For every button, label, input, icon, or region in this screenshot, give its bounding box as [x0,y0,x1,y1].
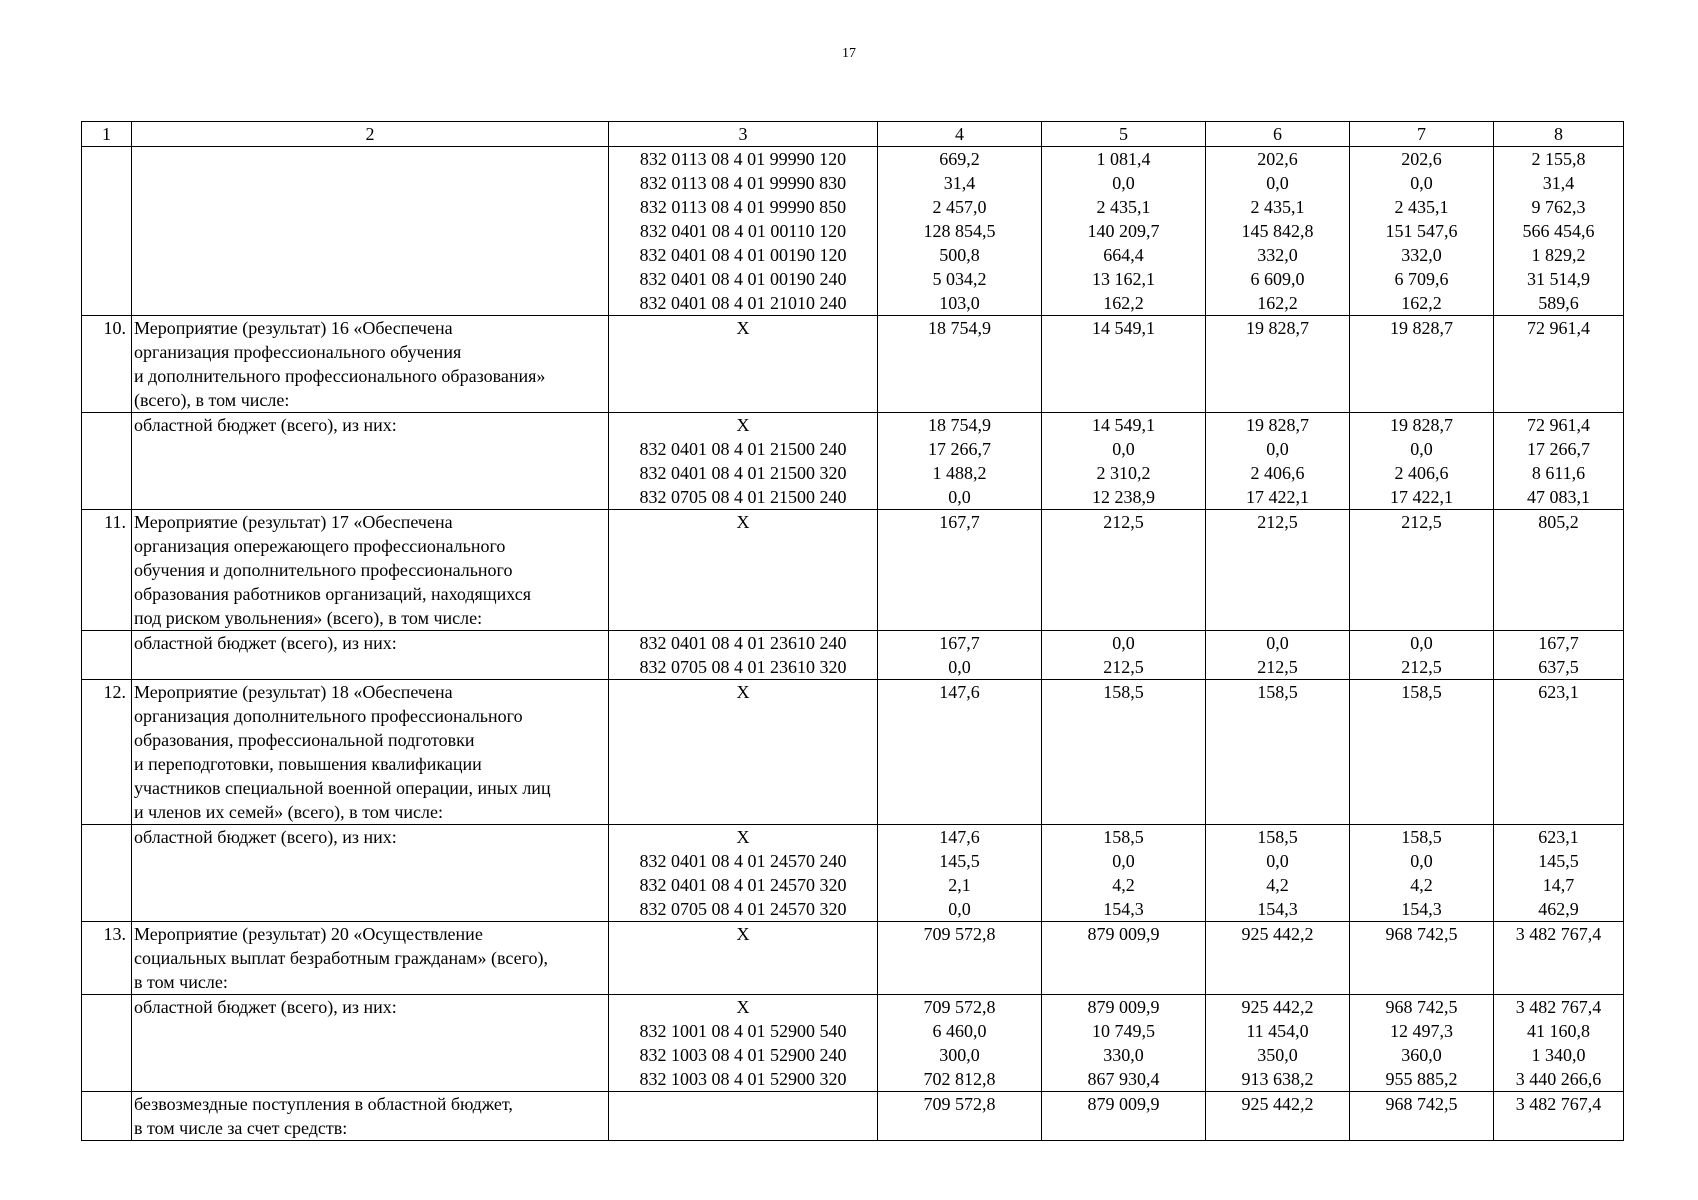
value-cell-col5 [1042,680,1206,825]
cell-line: 0,0 [1112,173,1135,193]
cell-line: 2 435,1 [1096,197,1151,217]
value-cell-col8 [1494,147,1624,316]
cell-line: 0,0 [948,657,971,677]
cell-line: 212,5 [1401,512,1442,532]
value-cell-col7 [1350,1092,1494,1141]
cell-line: 167,7 [939,633,980,653]
cell-line: 300,0 [939,1045,980,1065]
cell-line: 140 209,7 [1087,221,1160,241]
cell-line: 128 854,5 [923,221,996,241]
cell-line: 19 828,7 [1246,415,1309,435]
value-cell-col8 [1494,995,1624,1092]
cell-line: Мероприятие (результат) 17 «Обеспечена [134,512,453,532]
cell-line: 158,5 [1401,827,1442,847]
description-cell [132,995,609,1092]
budget-table [81,121,1624,1141]
cell-line: и членов их семей» (всего), в том числе: [134,802,443,822]
cell-line: 17 422,1 [1246,487,1309,507]
cell-line: (всего), в том числе: [134,390,290,410]
cell-line: 669,2 [939,149,980,169]
cell-line: 2 435,1 [1394,197,1449,217]
cell-line: 14 549,1 [1092,318,1155,338]
cell-line: 202,6 [1257,149,1298,169]
cell-line: 154,3 [1401,899,1442,919]
cell-line: 10 749,5 [1092,1021,1155,1041]
description-cell [132,147,609,316]
cell-line: 158,5 [1257,827,1298,847]
cell-line: 879 009,9 [1087,1094,1160,1114]
cell-line: 145 842,8 [1241,221,1314,241]
cell-line: 2 406,6 [1394,463,1449,483]
cell-line: 968 742,5 [1385,1094,1458,1114]
cell-line: под риском увольнения» (всего), в том числе: [134,608,483,628]
cell-line: 167,7 [939,512,980,532]
cell-line: 832 0401 08 4 01 00110 120 [639,221,847,241]
cell-line: 832 0401 08 4 01 21500 320 [639,463,847,483]
cell-line: 212,5 [1103,657,1144,677]
table-row [82,1092,1624,1141]
header-cell: 2 [132,122,609,147]
table-row [82,631,1624,680]
cell-line: 202,6 [1401,149,1442,169]
table-row [82,316,1624,413]
row-number-cell: 12. [82,680,132,825]
cell-line: 17 266,7 [1527,439,1590,459]
cell-line: 14,7 [1542,875,1575,895]
page-number: 17 [842,46,856,61]
cell-line: 5 034,2 [932,269,987,289]
cell-line: 2 310,2 [1096,463,1151,483]
cell-line: 0,0 [1410,633,1433,653]
cell-line: 0,0 [1266,439,1289,459]
cell-line: 147,6 [939,827,980,847]
header-cell: 4 [878,122,1042,147]
description-cell [132,413,609,510]
cell-line: 1 081,4 [1096,149,1151,169]
cell-line: 955 885,2 [1385,1069,1458,1089]
cell-line: 702 812,8 [923,1069,996,1089]
value-cell-col8 [1494,1092,1624,1141]
cell-line: организация опережающего профессионального [134,536,506,556]
value-cell-col6 [1206,147,1350,316]
cell-line: 968 742,5 [1385,997,1458,1017]
cell-line: 462,9 [1538,899,1579,919]
cell-line: 0,0 [1266,851,1289,871]
cell-line: 0,0 [1266,633,1289,653]
cell-line: Х [736,682,750,702]
cell-line: 19 828,7 [1390,318,1453,338]
cell-line: 47 083,1 [1527,487,1590,507]
value-cell-col8 [1494,825,1624,922]
cell-line: 0,0 [948,899,971,919]
value-cell-col5 [1042,147,1206,316]
cell-line: 925 442,2 [1241,924,1314,944]
value-cell-col6 [1206,413,1350,510]
cell-line: организация дополнительного профессионального [134,706,523,726]
cell-line: 72 961,4 [1527,415,1590,435]
cell-line: 158,5 [1103,682,1144,702]
cell-line: 0,0 [1112,851,1135,871]
description-cell [132,316,609,413]
cell-line: 925 442,2 [1241,1094,1314,1114]
value-cell-col6 [1206,1092,1350,1141]
cell-line: 805,2 [1538,512,1579,532]
value-cell-col4 [878,316,1042,413]
cell-line: 332,0 [1257,245,1298,265]
value-cell-col8 [1494,631,1624,680]
cell-line: в том числе за счет средств: [134,1118,348,1138]
cell-line: 6 709,6 [1394,269,1449,289]
value-cell-col6 [1206,995,1350,1092]
cell-line: 832 0113 08 4 01 99990 120 [639,149,847,169]
value-cell-col5 [1042,922,1206,995]
row-number-cell [82,995,132,1092]
value-cell-col5 [1042,316,1206,413]
cell-line: 2 406,6 [1250,463,1305,483]
value-cell-col7 [1350,922,1494,995]
cell-line: 832 0705 08 4 01 24570 320 [639,899,847,919]
cell-line: 1 829,2 [1531,245,1586,265]
value-cell-col7 [1350,413,1494,510]
cell-line: 4,2 [1410,875,1433,895]
description-cell [132,1092,609,1141]
cell-line: 212,5 [1257,512,1298,532]
cell-line: 968 742,5 [1385,924,1458,944]
cell-line: 350,0 [1257,1045,1298,1065]
cell-line: 1 488,2 [932,463,987,483]
budget-code-cell [609,413,878,510]
table-body [82,122,1624,1141]
cell-line: 832 1003 08 4 01 52900 240 [639,1045,847,1065]
value-cell-col5 [1042,1092,1206,1141]
cell-line: 158,5 [1103,827,1144,847]
cell-line: 832 0113 08 4 01 99990 830 [639,173,847,193]
header-cell: 5 [1042,122,1206,147]
cell-line: 31,4 [943,173,976,193]
cell-line: областной бюджет (всего), из них: [134,997,397,1017]
description-cell [132,631,609,680]
header-cell: 6 [1206,122,1350,147]
value-cell-col8 [1494,316,1624,413]
cell-line: 832 0401 08 4 01 21010 240 [639,293,847,313]
cell-line: 623,1 [1538,682,1579,702]
value-cell-col5 [1042,510,1206,631]
cell-line: 14 549,1 [1092,415,1155,435]
header-cell: 1 [82,122,132,147]
table-row [82,680,1624,825]
cell-line: 832 0401 08 4 01 21500 240 [639,439,847,459]
value-cell-col6 [1206,680,1350,825]
value-cell-col6 [1206,631,1350,680]
cell-line: 832 0113 08 4 01 99990 850 [639,197,847,217]
cell-line: и переподготовки, повышения квалификации [134,754,482,774]
value-cell-col6 [1206,510,1350,631]
cell-line: 879 009,9 [1087,924,1160,944]
table-row [82,825,1624,922]
value-cell-col4 [878,510,1042,631]
row-number-cell: 10. [82,316,132,413]
value-cell-col4 [878,1092,1042,1141]
cell-line: Х [736,318,750,338]
value-cell-col5 [1042,995,1206,1092]
value-cell-col7 [1350,631,1494,680]
cell-line: 832 1003 08 4 01 52900 320 [639,1069,847,1089]
value-cell-col4 [878,995,1042,1092]
cell-line: 6 460,0 [932,1021,987,1041]
budget-code-cell [609,631,878,680]
value-cell-col5 [1042,631,1206,680]
description-cell [132,922,609,995]
value-cell-col5 [1042,825,1206,922]
row-number-cell: 13. [82,922,132,995]
cell-line: 158,5 [1257,682,1298,702]
cell-line: 145,5 [939,851,980,871]
cell-line: 913 638,2 [1241,1069,1314,1089]
cell-line: 11 454,0 [1246,1021,1309,1041]
cell-line: 212,5 [1401,657,1442,677]
cell-line: участников специальной военной операции, иных лиц [134,778,551,798]
cell-line: 1 340,0 [1531,1045,1586,1065]
row-number-cell [82,413,132,510]
value-cell-col4 [878,922,1042,995]
cell-line: Мероприятие (результат) 16 «Обеспечена [134,318,453,338]
cell-line: безвозмездные поступления в областной бюджет, [134,1094,513,1114]
cell-line: образования, профессиональной подготовки [134,730,475,750]
value-cell-col7 [1350,147,1494,316]
value-cell-col7 [1350,825,1494,922]
cell-line: 0,0 [1410,439,1433,459]
cell-line: 709 572,8 [923,924,996,944]
cell-line: 154,3 [1257,899,1298,919]
table-row [82,995,1624,1092]
value-cell-col6 [1206,825,1350,922]
value-cell-col7 [1350,680,1494,825]
header-cell: 3 [609,122,878,147]
cell-line: 3 482 767,4 [1515,924,1602,944]
cell-line: 212,5 [1257,657,1298,677]
table-row [82,510,1624,631]
cell-line: 832 0401 08 4 01 00190 120 [639,245,847,265]
cell-line: 0,0 [1266,173,1289,193]
cell-line: 145,5 [1538,851,1579,871]
cell-line: 17 422,1 [1390,487,1453,507]
cell-line: 12 238,9 [1092,487,1155,507]
cell-line: 0,0 [948,487,971,507]
cell-line: Мероприятие (результат) 18 «Обеспечена [134,682,453,702]
description-cell [132,680,609,825]
value-cell-col5 [1042,413,1206,510]
cell-line: 0,0 [1410,851,1433,871]
cell-line: 2 457,0 [932,197,987,217]
cell-line: 2 435,1 [1250,197,1305,217]
cell-line: 103,0 [939,293,980,313]
cell-line: 4,2 [1112,875,1135,895]
cell-line: 154,3 [1103,899,1144,919]
cell-line: 3 440 266,6 [1515,1069,1602,1089]
cell-line: Х [736,415,750,435]
value-cell-col4 [878,631,1042,680]
cell-line: Х [736,924,750,944]
cell-line: 832 0401 08 4 01 24570 240 [639,851,847,871]
cell-line: 158,5 [1401,682,1442,702]
cell-line: 162,2 [1103,293,1144,313]
value-cell-col6 [1206,316,1350,413]
cell-line: 31 514,9 [1527,269,1590,289]
budget-code-cell [609,316,878,413]
cell-line: 72 961,4 [1527,318,1590,338]
cell-line: 589,6 [1538,293,1579,313]
header-cell: 7 [1350,122,1494,147]
value-cell-col7 [1350,510,1494,631]
cell-line: 3 482 767,4 [1515,1094,1602,1114]
budget-code-cell [609,825,878,922]
cell-line: областной бюджет (всего), из них: [134,827,397,847]
cell-line: 3 482 767,4 [1515,997,1602,1017]
cell-line: 12 497,3 [1390,1021,1453,1041]
budget-code-cell [609,1092,878,1141]
cell-line: 167,7 [1538,633,1579,653]
cell-line: 6 609,0 [1250,269,1305,289]
cell-line: 867 930,4 [1087,1069,1160,1089]
cell-line: 360,0 [1401,1045,1442,1065]
cell-line: 2 155,8 [1531,149,1586,169]
budget-code-cell [609,680,878,825]
budget-code-cell [609,922,878,995]
budget-code-cell [609,995,878,1092]
cell-line: Мероприятие (результат) 20 «Осуществление [134,924,483,944]
cell-line: областной бюджет (всего), из них: [134,415,397,435]
header-cell: 8 [1494,122,1624,147]
cell-line: 879 009,9 [1087,997,1160,1017]
cell-line: областной бюджет (всего), из них: [134,633,397,653]
cell-line: 709 572,8 [923,1094,996,1114]
value-cell-col8 [1494,680,1624,825]
description-cell [132,825,609,922]
cell-line: 8 611,6 [1531,463,1586,483]
cell-line: 832 0705 08 4 01 21500 240 [639,487,847,507]
cell-line: Х [736,997,750,1017]
cell-line: 832 0401 08 4 01 00190 240 [639,269,847,289]
row-number-cell [82,147,132,316]
cell-line: 147,6 [939,682,980,702]
table-row [82,147,1624,316]
cell-line: 19 828,7 [1390,415,1453,435]
cell-line: в том числе: [134,972,228,992]
cell-line: 709 572,8 [923,997,996,1017]
cell-line: 18 754,9 [928,318,991,338]
value-cell-col8 [1494,510,1624,631]
cell-line: 332,0 [1401,245,1442,265]
cell-line: 19 828,7 [1246,318,1309,338]
cell-line: 13 162,1 [1092,269,1155,289]
cell-line: Х [736,827,750,847]
cell-line: 832 0705 08 4 01 23610 320 [639,657,847,677]
value-cell-col7 [1350,995,1494,1092]
value-cell-col7 [1350,316,1494,413]
cell-line: 623,1 [1538,827,1579,847]
cell-line: обучения и дополнительного профессионального [134,560,513,580]
value-cell-col8 [1494,413,1624,510]
row-number-cell [82,631,132,680]
cell-line: 212,5 [1103,512,1144,532]
cell-line: 330,0 [1103,1045,1144,1065]
cell-line: 2,1 [948,875,971,895]
cell-line: 664,4 [1103,245,1144,265]
cell-line: 162,2 [1257,293,1298,313]
value-cell-col4 [878,413,1042,510]
cell-line: 18 754,9 [928,415,991,435]
cell-line: 637,5 [1538,657,1579,677]
value-cell-col4 [878,147,1042,316]
cell-line: 0,0 [1410,173,1433,193]
row-number-cell [82,1092,132,1141]
row-number-cell: 11. [82,510,132,631]
table-row [82,413,1624,510]
cell-line: 0,0 [1112,633,1135,653]
cell-line: 566 454,6 [1522,221,1595,241]
cell-line: 9 762,3 [1531,197,1586,217]
cell-line: 17 266,7 [928,439,991,459]
cell-line: 31,4 [1542,173,1575,193]
value-cell-col6 [1206,922,1350,995]
cell-line: организация профессионального обучения [134,342,462,362]
cell-line: и дополнительного профессионального образования» [134,366,546,386]
value-cell-col8 [1494,922,1624,995]
cell-line: 162,2 [1401,293,1442,313]
table-row [82,922,1624,995]
row-number-cell [82,825,132,922]
cell-line: 41 160,8 [1527,1021,1590,1041]
cell-line: 832 0401 08 4 01 24570 320 [639,875,847,895]
cell-line: 925 442,2 [1241,997,1314,1017]
budget-code-cell [609,510,878,631]
cell-line: 832 0401 08 4 01 23610 240 [639,633,847,653]
header-row [82,122,1624,147]
cell-line: 832 1001 08 4 01 52900 540 [639,1021,847,1041]
cell-line: 151 547,6 [1385,221,1458,241]
budget-code-cell [609,147,878,316]
cell-line: Х [736,512,750,532]
cell-line: 4,2 [1266,875,1289,895]
cell-line: 0,0 [1112,439,1135,459]
value-cell-col4 [878,825,1042,922]
cell-line: социальных выплат безработным гражданам» (всего), [134,948,549,968]
description-cell [132,510,609,631]
cell-line: образования работников организаций, находящихся [134,584,532,604]
cell-line: 500,8 [939,245,980,265]
value-cell-col4 [878,680,1042,825]
